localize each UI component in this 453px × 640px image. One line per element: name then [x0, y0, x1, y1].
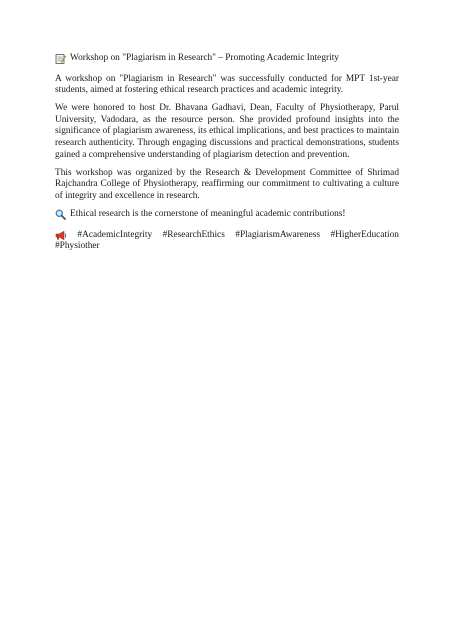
- document-title-text: Workshop on "Plagiarism in Research" – Promoting Academic Integrity: [70, 53, 339, 63]
- magnifying-glass-icon: [55, 209, 66, 220]
- paragraph-organizer: This workshop was organized by the Research & Development Committee of Shrimad Rajchandra College of Physiotherapy, reaffirming our commitment to cultivating a culture of integrity and excellence in research.: [55, 167, 399, 201]
- memo-icon: [55, 53, 66, 64]
- document-page: [55, 53, 399, 253]
- hashtag-plagiarism-awareness[interactable]: #PlagiarismAwareness: [235, 229, 321, 240]
- hashtag-physiother[interactable]: #Physiother: [55, 241, 100, 252]
- hashtag-row: [55, 230, 399, 242]
- megaphone-icon: [55, 230, 67, 241]
- hashtag-block: [55, 230, 399, 253]
- hashtag-academic-integrity[interactable]: #AcademicIntegrity: [77, 229, 153, 240]
- paragraph-intro: A workshop on "Plagiarism in Research" was successfully conducted for MPT 1st-year students, aimed at fostering ethical research practices and academic integrity.: [55, 73, 399, 96]
- highlight-text: Ethical research is the cornerstone of meaningful academic contributions!: [70, 209, 346, 220]
- paragraph-resource-person: We were honored to host Dr. Bhavana Gadhavi, Dean, Faculty of Physiotherapy, Parul University, Vadodara, as the resource person. She provided profound insights into the significance of plagiarism awareness, its ethical implications, and best practices to maintain research authenticity. Through engaging discussions and practical demonstrations, students gained a comprehensive understanding of plagiarism detection and prevention.: [55, 103, 399, 160]
- highlight-line: [55, 209, 399, 221]
- document-title: [55, 53, 399, 65]
- hashtag-higher-education[interactable]: #HigherEducation: [330, 229, 399, 240]
- hashtag-row-second: [55, 241, 399, 253]
- hashtag-research-ethics[interactable]: #ResearchEthics: [162, 229, 225, 240]
